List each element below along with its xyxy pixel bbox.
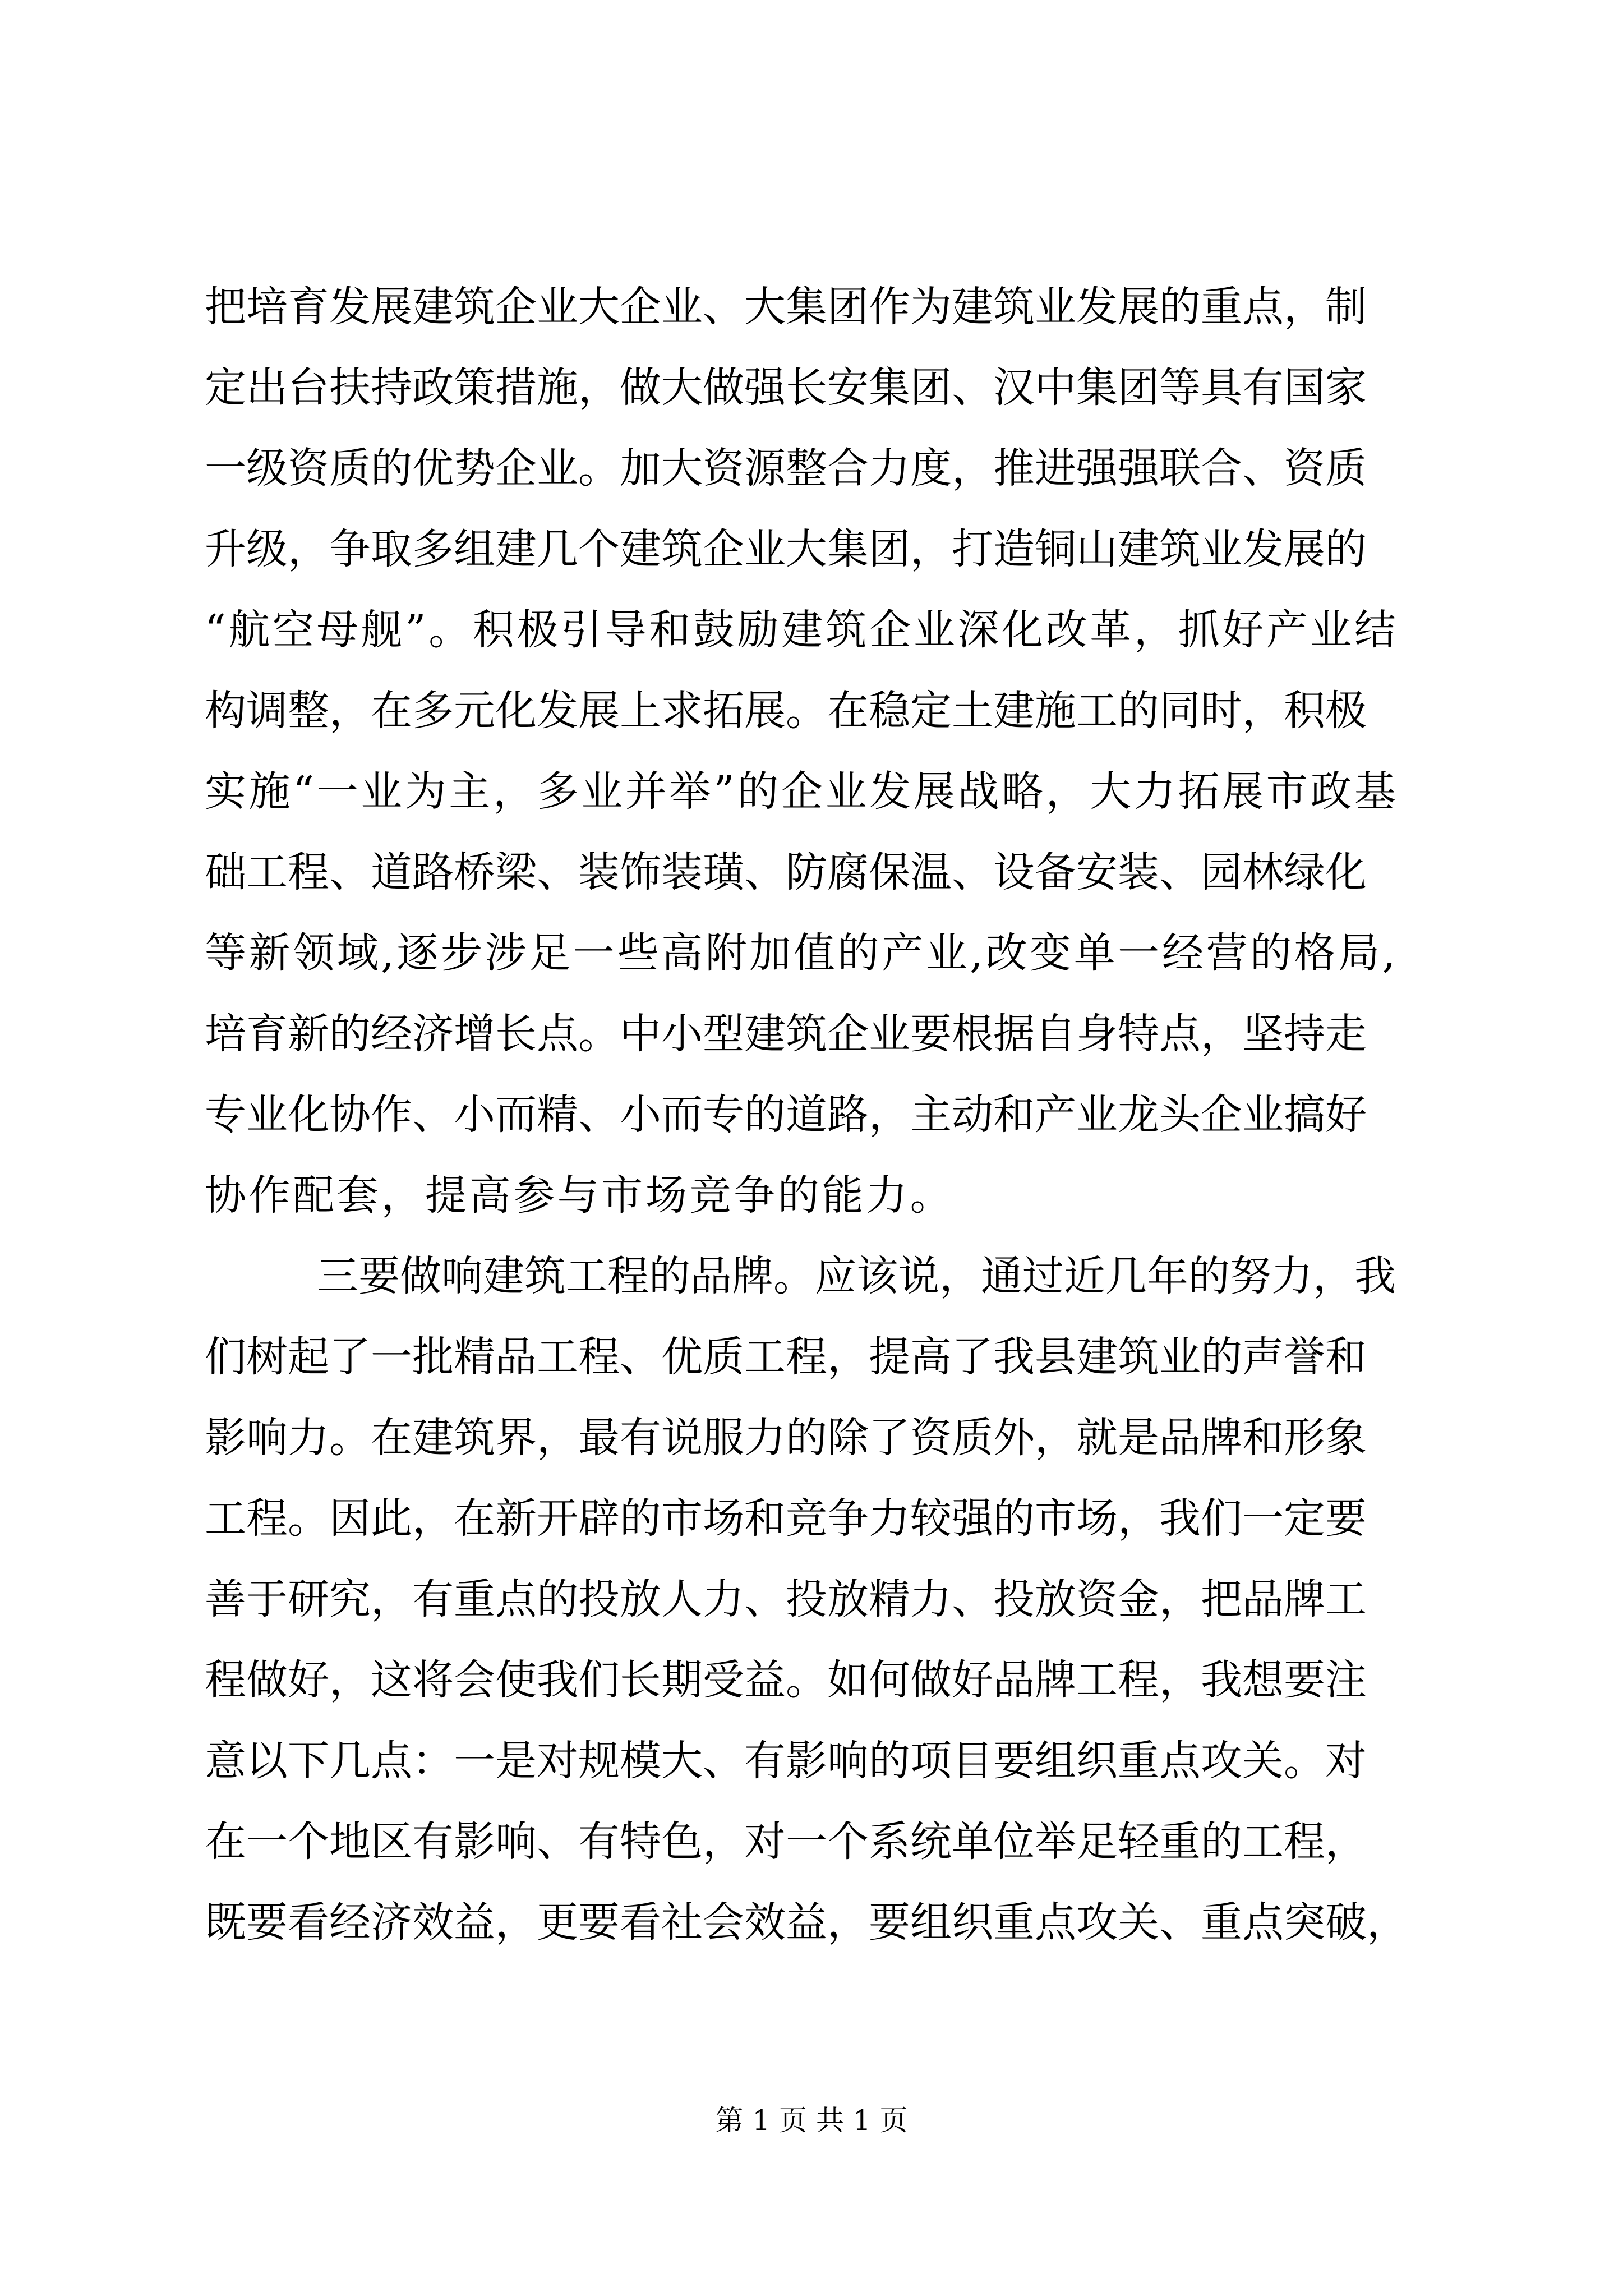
text-line: 一级资质的优势企业。加大资源整合力度，推进强强联合、资质 [205, 444, 1367, 493]
text-line: 专业化协作、小而精、小而专的道路，主动和产业龙头企业搞好 [205, 1091, 1367, 1139]
text-line: 三要做响建筑工程的品牌。应该说，通过近几年的努力，我 [317, 1252, 1396, 1300]
text-line: 等新领域,逐步涉足一些高附加值的产业,改变单一经营的格局, [205, 929, 1398, 977]
text-line: 意以下几点：一是对规模大、有影响的项目要组织重点攻关。对 [205, 1737, 1367, 1785]
text-line: “航空母舰”。积极引导和鼓励建筑企业深化改革，抓好产业结 [205, 606, 1399, 654]
text-line: 础工程、道路桥梁、装饰装璜、防腐保温、设备安装、园林绿化 [205, 848, 1367, 896]
text-line: 在一个地区有影响、有特色，对一个系统单位举足轻重的工程， [205, 1818, 1367, 1866]
text-line: 善于研究，有重点的投放人力、投放精力、投放资金，把品牌工 [205, 1575, 1367, 1623]
page-number-footer: 第 1 页 共 1 页 [715, 2104, 908, 2137]
text-line: 协作配套，提高参与市场竞争的能力。 [205, 1171, 955, 1220]
text-line: 程做好，这将会使我们长期受益。如何做好品牌工程，我想要注 [205, 1656, 1367, 1704]
text-line: 实施“一业为主，多业并举”的企业发展战略，大力拓展市政基 [205, 767, 1399, 816]
text-line: 定出台扶持政策措施，做大做强长安集团、汉中集团等具有国家 [205, 364, 1367, 412]
text-line: 既要看经济效益，更要看社会效益，要组织重点攻关、重点突破， [205, 1898, 1408, 1947]
text-line: 们树起了一批精品工程、优质工程，提高了我县建筑业的声誉和 [205, 1333, 1367, 1381]
text-line: 升级，争取多组建几个建筑企业大集团，打造铜山建筑业发展的 [205, 525, 1367, 573]
text-line: 构调整，在多元化发展上求拓展。在稳定土建施工的同时，积极 [205, 687, 1367, 735]
text-line: 培育新的经济增长点。中小型建筑企业要根据自身特点，坚持走 [205, 1010, 1367, 1058]
text-line: 工程。因此，在新开辟的市场和竞争力较强的市场，我们一定要 [205, 1494, 1367, 1543]
text-line: 影响力。在建筑界，最有说服力的除了资质外，就是品牌和形象 [205, 1414, 1367, 1462]
text-line: 把培育发展建筑企业大企业、大集团作为建筑业发展的重点，制 [205, 283, 1367, 331]
